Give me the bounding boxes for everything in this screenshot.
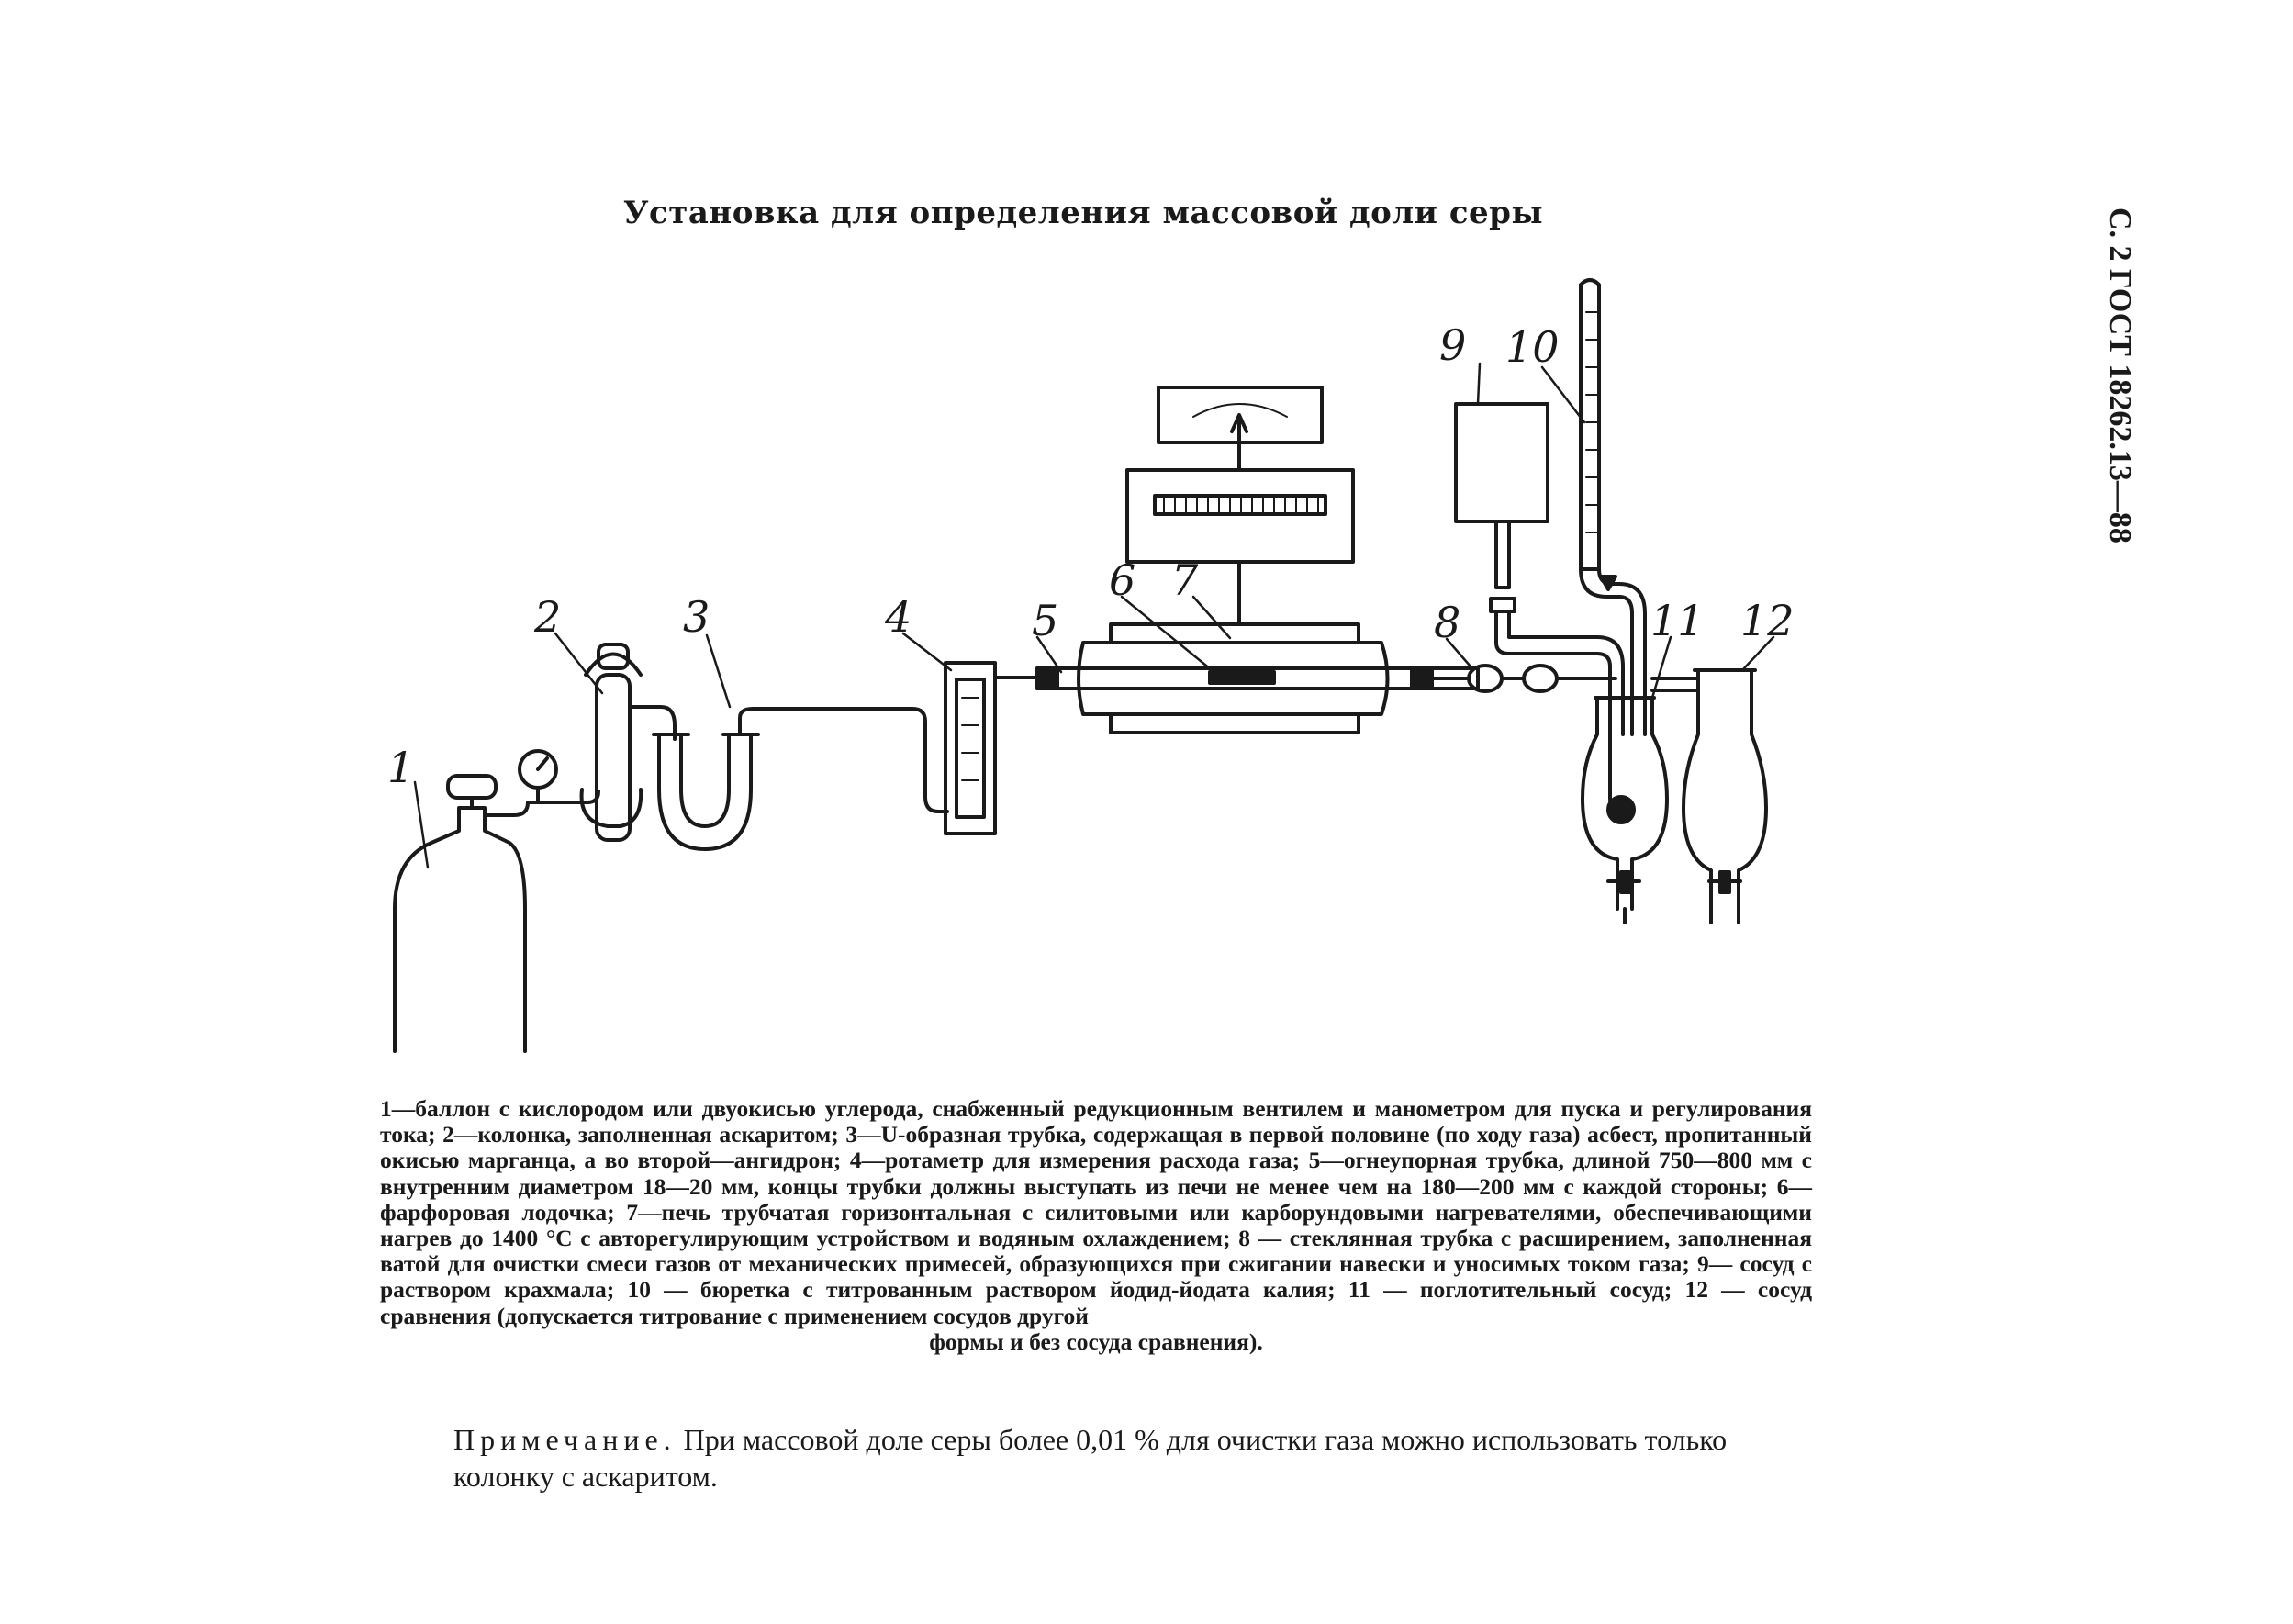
label-4: 4 (885, 592, 912, 642)
label-12: 12 (1740, 596, 1795, 645)
note (453, 1421, 1748, 1495)
caption-last-line: формы и без сосуда сравнения). (929, 1327, 1263, 1355)
comparison-vessel (1683, 670, 1766, 923)
burette (1581, 280, 1645, 734)
label-8: 8 (1434, 598, 1461, 647)
label-2: 2 (534, 592, 562, 642)
label-6: 6 (1109, 555, 1136, 605)
label-10: 10 (1505, 322, 1560, 372)
gas-cylinder (395, 751, 598, 1051)
leader-lines (415, 364, 1773, 868)
u-tube (654, 709, 947, 849)
rotameter (945, 663, 1037, 834)
label-1: 1 (387, 743, 415, 792)
label-3: 3 (683, 592, 710, 642)
caption-text: 1—баллон с кислородом или двуокисью углерода, снабженный редукционным вентилем и манометром для пуска и регулирования тока; 2—колонка, заполненная аскаритом; 3—U-образная трубка, содержащая в первой половине (по ходу газа) асбест, пропитанный окисью марганца, а во второй—ангидрон; 4—ротаметр для измерения расхода газа; 5—огнеупорная трубка, длиной 750—800 мм с внутренним диаметром 18—20 мм, концы трубки должны выступать из печи не менее чем на 180—200 мм с каждой стороны; 6—фарфоровая лодочка; 7—печь трубчатая горизонтальная с силитовыми или карборундовыми нагревателями, обеспечивающими нагрев до 1400 °С с авторегулирующим устройством и водяным охлаждением; 8 — стеклянная трубка с расширением, заполненная ватой для очистки смеси газов от механических примесей, образующихся при сжигании навески и уносимых током газа; 9— сосуд с раствором крахмала; 10 — бюретка с титрованным раствором йодид-йодата калия; 11 — поглотительный сосуд; 12 — сосуд сравнения (допускается титрование с применением сосудов другой (380, 1095, 1812, 1329)
label-9: 9 (1439, 320, 1467, 370)
label-5: 5 (1032, 596, 1059, 645)
temperature-controller (1127, 387, 1353, 562)
label-7: 7 (1171, 555, 1199, 605)
absorption-vessel (1583, 678, 1698, 923)
tube-furnace (1037, 562, 1478, 733)
note-lead: Примечание. (453, 1423, 677, 1456)
figure-caption (380, 1096, 1812, 1355)
label-11: 11 (1650, 596, 1705, 645)
page-title: Установка для определения массовой доли серы (622, 195, 1544, 231)
side-header-text: С. 2 ГОСТ 18262.13—88 (2103, 207, 2137, 543)
note-text: При массовой доле серы более 0,01 % для очистки газа можно использовать только колонку с аскаритом. (453, 1423, 1728, 1493)
